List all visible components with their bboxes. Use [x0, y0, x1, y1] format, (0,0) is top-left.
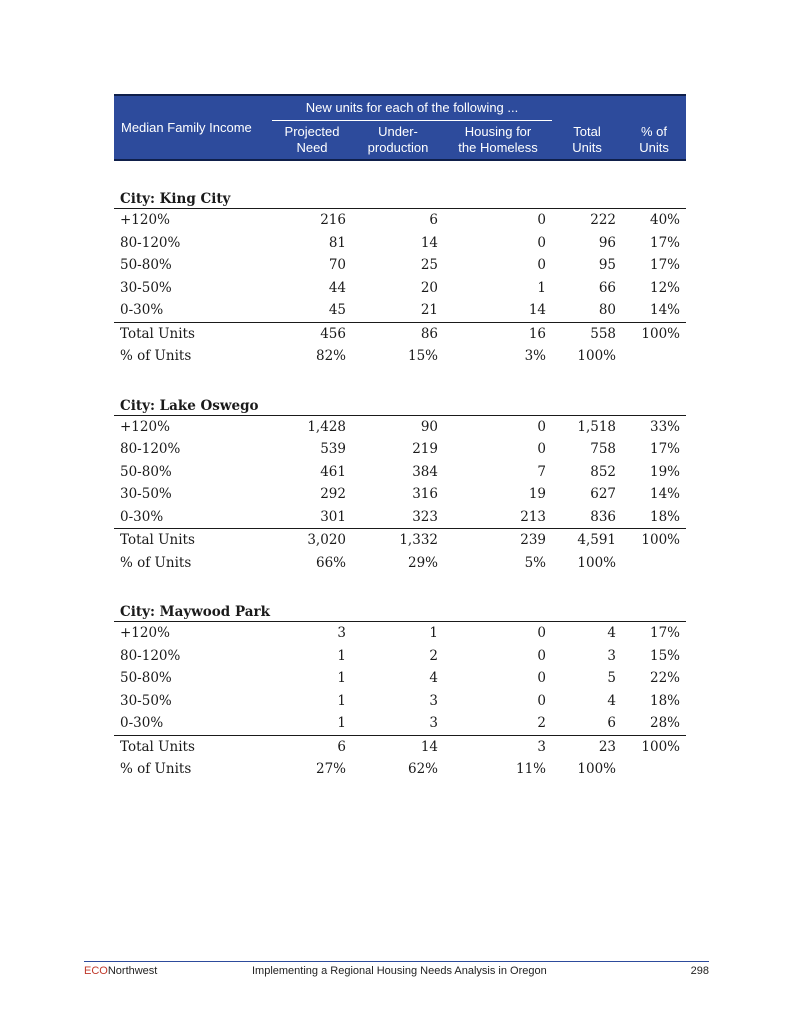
- pct-units-cell: 17%: [650, 257, 681, 274]
- pct-units-cell: 100%: [622, 529, 686, 552]
- table-row: [114, 712, 686, 735]
- income-band-label: 30-50%: [120, 486, 172, 503]
- table-row: [114, 506, 686, 529]
- projected-need-cell: 539: [320, 441, 346, 458]
- housing-homeless-cell: 1: [537, 279, 547, 296]
- housing-homeless-cell: 7: [537, 463, 547, 480]
- pct-units-cell: 15%: [650, 647, 681, 664]
- projected-need-cell: 3: [337, 625, 346, 642]
- housing-homeless-cell: 16: [444, 322, 552, 345]
- section-spacer: [114, 368, 686, 388]
- total-units-label: Total Units: [114, 529, 272, 552]
- table-row: [114, 645, 686, 668]
- projected-need-cell: 216: [320, 212, 346, 229]
- table-row: [114, 209, 686, 232]
- underproduction-cell: 316: [412, 486, 438, 503]
- total-units-cell: 852: [590, 463, 617, 480]
- underproduction-cell: 14: [420, 234, 438, 251]
- total-units-cell: 758: [590, 441, 617, 458]
- section-title-row: [114, 388, 686, 416]
- projected-need-cell: 45: [328, 302, 346, 319]
- projected-need-cell: 1,428: [307, 418, 346, 435]
- header-blank: [552, 95, 686, 121]
- section-title: City: King City: [114, 181, 686, 209]
- total-units-cell: 66: [598, 279, 617, 296]
- total-units-cell: 4: [607, 625, 617, 642]
- income-band-label: 0-30%: [120, 715, 164, 732]
- table-body: [114, 160, 686, 781]
- underproduction-cell: 219: [412, 441, 438, 458]
- total-units-label: Total Units: [114, 322, 272, 345]
- underproduction-cell: 1,332: [352, 529, 444, 552]
- section-title: City: Lake Oswego: [114, 388, 686, 416]
- income-band-label: +120%: [120, 212, 170, 229]
- housing-homeless-cell: 3: [444, 735, 552, 758]
- underproduction-cell: 62%: [407, 761, 438, 778]
- table-row: [114, 438, 686, 461]
- total-units-row: [114, 735, 686, 758]
- total-units-cell: 96: [598, 234, 617, 251]
- underproduction-cell: 1: [429, 625, 438, 642]
- pct-units-cell: 22%: [650, 670, 681, 687]
- total-units-cell: 222: [590, 212, 617, 229]
- table-row: [114, 461, 686, 484]
- projected-need-cell: 1: [337, 692, 346, 709]
- total-units-cell: 836: [590, 508, 617, 525]
- income-band-label: 0-30%: [120, 302, 164, 319]
- projected-need-cell: 1: [337, 647, 346, 664]
- total-units-cell: 80: [598, 302, 617, 319]
- housing-homeless-cell: 11%: [516, 761, 547, 778]
- housing-homeless-cell: 239: [444, 529, 552, 552]
- underproduction-cell: 3: [429, 692, 438, 709]
- housing-homeless-cell: 0: [537, 212, 547, 229]
- income-band-label: 50-80%: [120, 463, 172, 480]
- pct-of-units-label: % of Units: [120, 554, 192, 571]
- projected-need-cell: 1: [337, 670, 346, 687]
- projected-need-cell: 461: [320, 463, 346, 480]
- housing-homeless-cell: 0: [537, 441, 547, 458]
- income-band-label: +120%: [120, 418, 170, 435]
- pct-units-cell: 18%: [650, 508, 681, 525]
- projected-need-cell: 1: [337, 715, 346, 732]
- footer-page-number: 298: [690, 965, 709, 977]
- housing-homeless-cell: 0: [537, 625, 547, 642]
- total-units-cell: 627: [590, 486, 617, 503]
- underproduction-cell: 20: [420, 279, 438, 296]
- section-spacer: [114, 160, 686, 181]
- underproduction-cell: 6: [429, 212, 438, 229]
- income-band-label: +120%: [120, 625, 170, 642]
- housing-homeless-cell: 2: [537, 715, 547, 732]
- projected-need-cell: 66%: [315, 554, 346, 571]
- projected-need-cell: 301: [320, 508, 346, 525]
- projected-need-cell: 6: [272, 735, 352, 758]
- housing-homeless-cell: 0: [537, 647, 547, 664]
- total-units-cell: 100%: [577, 554, 617, 571]
- projected-need-cell: 82%: [315, 348, 346, 365]
- total-units-row: [114, 322, 686, 345]
- total-units-row: [114, 529, 686, 552]
- underproduction-cell: 90: [420, 418, 438, 435]
- section-title-row: [114, 594, 686, 622]
- income-band-label: 50-80%: [120, 257, 172, 274]
- projected-need-cell: 44: [328, 279, 346, 296]
- housing-homeless-cell: 3%: [524, 348, 547, 365]
- housing-homeless-cell: 0: [537, 692, 547, 709]
- page-footer: [84, 961, 709, 977]
- underproduction-cell: 384: [412, 463, 438, 480]
- housing-homeless-cell: 213: [520, 508, 547, 525]
- pct-units-cell: 14%: [650, 302, 681, 319]
- table-row: [114, 622, 686, 645]
- pct-units-cell: 28%: [650, 715, 681, 732]
- housing-needs-table-page: [114, 94, 686, 781]
- total-units-cell: 100%: [577, 348, 617, 365]
- total-units-cell: 4,591: [552, 529, 622, 552]
- income-band-label: 30-50%: [120, 279, 172, 296]
- housing-homeless-cell: 0: [537, 670, 547, 687]
- pct-of-units-label: % of Units: [120, 348, 192, 365]
- pct-units-cell: 17%: [650, 234, 681, 251]
- pct-units-cell: 100%: [622, 735, 686, 758]
- total-units-cell: 100%: [577, 761, 617, 778]
- pct-units-cell: 17%: [650, 625, 681, 642]
- table-row: [114, 690, 686, 713]
- table-row: [114, 299, 686, 322]
- housing-homeless-cell: 0: [537, 234, 547, 251]
- pct-units-cell: [622, 552, 686, 575]
- underproduction-cell: 25: [420, 257, 438, 274]
- new-units-group-header: New units for each of the following ...: [272, 95, 552, 121]
- pct-units-cell: 14%: [650, 486, 681, 503]
- pct-units-cell: [622, 345, 686, 368]
- pct-of-units-row: [114, 552, 686, 575]
- table-row: [114, 483, 686, 506]
- pct-of-units-label: % of Units: [120, 761, 192, 778]
- table-row: [114, 277, 686, 300]
- total-units-cell: 1,518: [577, 418, 617, 435]
- projected-need-cell: 292: [320, 486, 346, 503]
- income-band-label: 80-120%: [120, 647, 181, 664]
- housing-needs-table: [114, 94, 686, 781]
- underproduction-cell: 14: [352, 735, 444, 758]
- total-units-cell: 558: [552, 322, 622, 345]
- housing-homeless-cell: 14: [528, 302, 547, 319]
- housing-homeless-cell: 0: [537, 257, 547, 274]
- underproduction-cell: 21: [420, 302, 438, 319]
- income-band-label: 80-120%: [120, 441, 181, 458]
- spacer-cell: [114, 574, 686, 594]
- total-units-cell: 23: [552, 735, 622, 758]
- income-band-label: 0-30%: [120, 508, 164, 525]
- total-units-cell: 4: [607, 692, 617, 709]
- total-units-cell: 6: [607, 715, 617, 732]
- pct-units-cell: 19%: [650, 463, 681, 480]
- underproduction-cell: 323: [412, 508, 438, 525]
- table-header: [114, 95, 686, 160]
- footer-brand: ECONorthwest: [84, 965, 158, 977]
- income-band-label: 80-120%: [120, 234, 181, 251]
- pct-units-cell: 40%: [650, 212, 681, 229]
- underproduction-cell: 29%: [407, 554, 438, 571]
- footer-document-title: Implementing a Regional Housing Needs Analysis in Oregon: [252, 965, 547, 977]
- projected-need-header: Projected Need: [272, 121, 352, 161]
- pct-units-header: % of Units: [622, 121, 686, 161]
- pct-units-cell: 100%: [622, 322, 686, 345]
- housing-homeless-header: Housing for the Homeless: [444, 121, 552, 161]
- pct-units-cell: 17%: [650, 441, 681, 458]
- projected-need-cell: 70: [328, 257, 346, 274]
- housing-homeless-cell: 0: [537, 418, 547, 435]
- pct-units-cell: 33%: [650, 418, 681, 435]
- section-title: City: Maywood Park: [114, 594, 686, 622]
- underproduction-cell: 4: [429, 670, 438, 687]
- total-units-label: Total Units: [114, 735, 272, 758]
- pct-units-cell: 18%: [650, 692, 681, 709]
- spacer-cell: [114, 160, 686, 181]
- spacer-cell: [114, 368, 686, 388]
- projected-need-cell: 3,020: [272, 529, 352, 552]
- total-units-header: Total Units: [552, 121, 622, 161]
- total-units-cell: 5: [607, 670, 617, 687]
- projected-need-cell: 27%: [315, 761, 346, 778]
- pct-of-units-row: [114, 758, 686, 781]
- underproduction-cell: 15%: [407, 348, 438, 365]
- housing-homeless-cell: 19: [528, 486, 547, 503]
- income-band-label: 50-80%: [120, 670, 172, 687]
- median-family-income-header: Median Family Income: [114, 95, 272, 160]
- underproduction-header: Under- production: [352, 121, 444, 161]
- underproduction-cell: 2: [429, 647, 438, 664]
- pct-units-cell: [622, 758, 686, 781]
- table-row: [114, 415, 686, 438]
- table-row: [114, 254, 686, 277]
- underproduction-cell: 3: [429, 715, 438, 732]
- section-spacer: [114, 574, 686, 594]
- projected-need-cell: 456: [272, 322, 352, 345]
- table-row: [114, 667, 686, 690]
- pct-units-cell: 12%: [650, 279, 681, 296]
- pct-of-units-row: [114, 345, 686, 368]
- underproduction-cell: 86: [352, 322, 444, 345]
- total-units-cell: 95: [598, 257, 617, 274]
- table-row: [114, 232, 686, 255]
- section-title-row: [114, 181, 686, 209]
- total-units-cell: 3: [607, 647, 617, 664]
- income-band-label: 30-50%: [120, 692, 172, 709]
- projected-need-cell: 81: [328, 234, 346, 251]
- housing-homeless-cell: 5%: [524, 554, 547, 571]
